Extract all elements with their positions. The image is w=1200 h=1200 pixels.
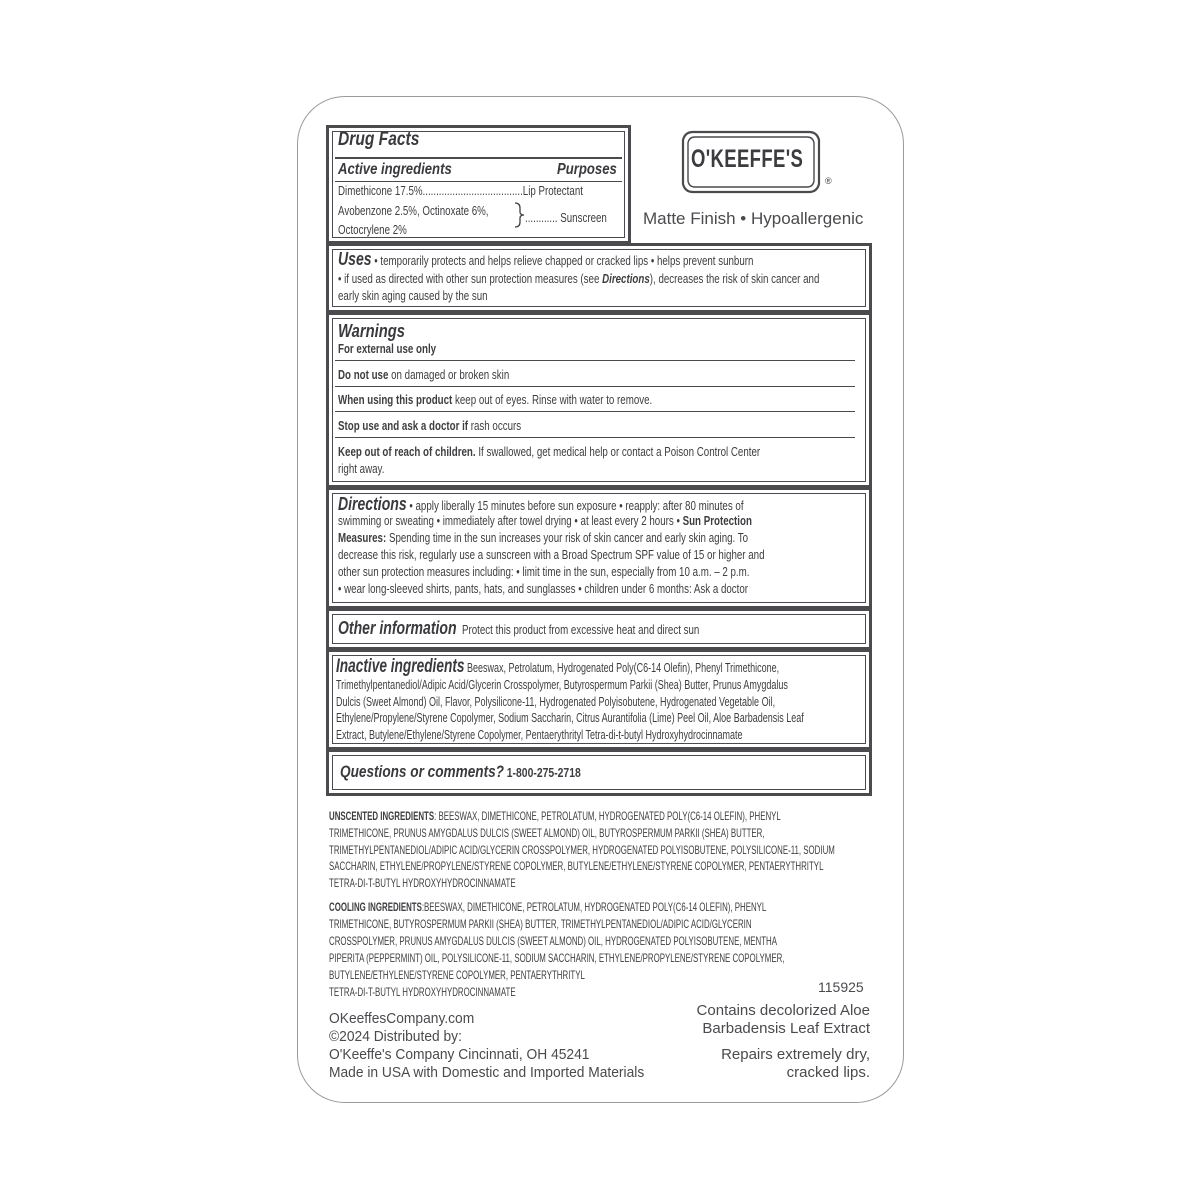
brand-tagline: Matte Finish • Hypoallergenic xyxy=(643,209,864,228)
do-not-use-label: Do not use xyxy=(338,368,389,382)
copyright: ©2024 Distributed by: xyxy=(329,1028,462,1045)
website: OKeeffesCompany.com xyxy=(329,1010,475,1027)
warnings-heading: Warnings xyxy=(338,321,405,341)
active-line-avobenzone: Avobenzone 2.5%, Octinoxate 6%, xyxy=(338,204,489,218)
repairs-line2: cracked lips. xyxy=(786,1064,870,1081)
drug-facts-title: Drug Facts xyxy=(338,129,420,150)
active-line-octocrylene: Octocrylene 2% xyxy=(338,223,407,237)
when-using-label: When using this product xyxy=(338,393,453,407)
company-address: O'Keeffe's Company Cincinnati, OH 45241 xyxy=(329,1046,590,1063)
logo-text: O'KEEFFE'S xyxy=(691,145,804,173)
active-ingredients-heading: Active ingredients xyxy=(338,161,452,178)
keep-out-label: Keep out of reach of children. xyxy=(338,445,476,459)
cooling-label: COOLING INGREDIENTS xyxy=(329,901,422,914)
other-info-text: Protect this product from excessive heat and direct sun xyxy=(461,623,700,637)
purpose-sunscreen: Sunscreen xyxy=(560,211,607,225)
stop-use-label: Stop use and ask a doctor if xyxy=(338,419,469,433)
product-code: 115925 xyxy=(818,979,864,995)
made-in-usa: Made in USA with Domestic and Imported Materials xyxy=(329,1064,645,1081)
aloe-line2: Barbadensis Leaf Extract xyxy=(702,1020,870,1037)
other-info-heading: Other information xyxy=(338,618,457,638)
unscented-label: UNSCENTED INGREDIENTS xyxy=(329,810,435,823)
purpose-lip-protectant: Lip Protectant xyxy=(522,184,583,198)
directions-heading: Directions xyxy=(338,494,407,514)
repairs-line1: Repairs extremely dry, xyxy=(721,1046,870,1063)
aloe-line1: Contains decolorized Aloe xyxy=(696,1002,870,1019)
uses-line1: • temporarily protects and helps relieve chapped or cracked lips • helps prevent sunburn xyxy=(374,254,754,268)
purposes-heading: Purposes xyxy=(557,161,617,178)
registered-mark: ® xyxy=(825,176,832,186)
uses-heading: Uses xyxy=(338,249,372,269)
inactive-heading: Inactive ingredients xyxy=(336,656,465,677)
external-use-only: For external use only xyxy=(338,342,437,356)
questions-phone: 1-800-275-2718 xyxy=(506,765,581,780)
active-line-dimethicone: Dimethicone 17.5% xyxy=(338,184,423,198)
questions-heading: Questions or comments? xyxy=(340,762,504,781)
